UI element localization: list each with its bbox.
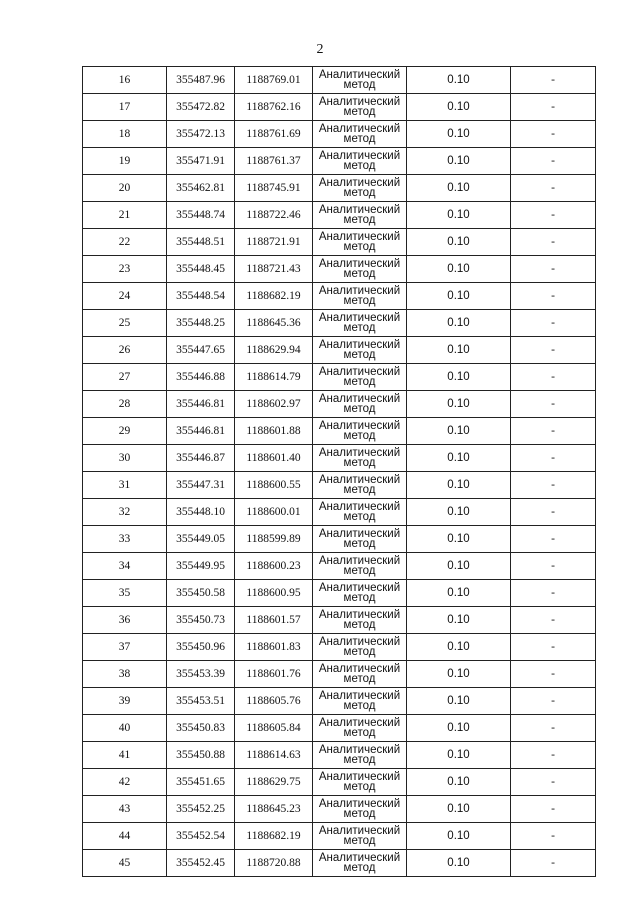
point-number-cell: 16 xyxy=(83,67,167,94)
y-coordinate-cell: 1188722.46 xyxy=(235,202,313,229)
point-number-cell: 19 xyxy=(83,148,167,175)
coordinates-table-body xyxy=(83,67,596,877)
method-cell xyxy=(313,634,407,661)
y-coordinate-cell: 1188605.84 xyxy=(235,715,313,742)
point-number-cell: 23 xyxy=(83,256,167,283)
method-cell xyxy=(313,769,407,796)
method-text-line2: метод xyxy=(343,457,376,469)
method-text-line1: Аналитический xyxy=(318,312,401,324)
method-text-line2: метод xyxy=(343,565,376,577)
y-coordinate-cell: 1188682.19 xyxy=(235,283,313,310)
method-cell xyxy=(313,823,407,850)
description-cell: - xyxy=(511,175,596,202)
method-cell xyxy=(313,850,407,877)
method-cell xyxy=(313,796,407,823)
method-text-line2: метод xyxy=(343,511,376,523)
method-cell xyxy=(313,742,407,769)
accuracy-cell: 0.10 xyxy=(407,634,511,661)
table-row xyxy=(83,661,596,688)
point-number-cell: 32 xyxy=(83,499,167,526)
accuracy-cell: 0.10 xyxy=(407,553,511,580)
point-number-cell: 29 xyxy=(83,418,167,445)
x-coordinate-cell: 355450.96 xyxy=(167,634,235,661)
x-coordinate-cell: 355448.51 xyxy=(167,229,235,256)
x-coordinate-cell: 355447.31 xyxy=(167,472,235,499)
point-number-cell: 17 xyxy=(83,94,167,121)
table-row xyxy=(83,121,596,148)
x-coordinate-cell: 355449.95 xyxy=(167,553,235,580)
accuracy-cell: 0.10 xyxy=(407,823,511,850)
method-text-line2: метод xyxy=(343,538,376,550)
table-row xyxy=(83,94,596,121)
method-text-line1: Аналитический xyxy=(318,420,401,432)
y-coordinate-cell: 1188645.23 xyxy=(235,796,313,823)
x-coordinate-cell: 355472.82 xyxy=(167,94,235,121)
accuracy-cell: 0.10 xyxy=(407,769,511,796)
x-coordinate-cell: 355448.54 xyxy=(167,283,235,310)
x-coordinate-cell: 355446.88 xyxy=(167,364,235,391)
accuracy-cell: 0.10 xyxy=(407,850,511,877)
method-text-line2: метод xyxy=(343,133,376,145)
method-cell xyxy=(313,202,407,229)
method-cell xyxy=(313,688,407,715)
point-number-cell: 27 xyxy=(83,364,167,391)
accuracy-cell: 0.10 xyxy=(407,256,511,283)
method-text-line1: Аналитический xyxy=(318,123,401,135)
accuracy-cell: 0.10 xyxy=(407,607,511,634)
point-number-cell: 26 xyxy=(83,337,167,364)
method-text-line1: Аналитический xyxy=(318,825,401,837)
description-cell: - xyxy=(511,796,596,823)
method-text-line1: Аналитический xyxy=(318,798,401,810)
description-cell: - xyxy=(511,607,596,634)
point-number-cell: 24 xyxy=(83,283,167,310)
method-text-line2: метод xyxy=(343,862,376,874)
table-row xyxy=(83,445,596,472)
y-coordinate-cell: 1188721.91 xyxy=(235,229,313,256)
y-coordinate-cell: 1188605.76 xyxy=(235,688,313,715)
accuracy-cell: 0.10 xyxy=(407,796,511,823)
x-coordinate-cell: 355450.58 xyxy=(167,580,235,607)
description-cell: - xyxy=(511,850,596,877)
method-cell xyxy=(313,256,407,283)
x-coordinate-cell: 355448.74 xyxy=(167,202,235,229)
description-cell: - xyxy=(511,688,596,715)
method-text-line2: метод xyxy=(343,673,376,685)
method-cell xyxy=(313,553,407,580)
method-cell xyxy=(313,526,407,553)
x-coordinate-cell: 355487.96 xyxy=(167,67,235,94)
method-cell xyxy=(313,607,407,634)
method-text-line2: метод xyxy=(343,835,376,847)
description-cell: - xyxy=(511,445,596,472)
method-text-line2: метод xyxy=(343,241,376,253)
point-number-cell: 40 xyxy=(83,715,167,742)
method-text-line2: метод xyxy=(343,700,376,712)
method-cell xyxy=(313,661,407,688)
point-number-cell: 35 xyxy=(83,580,167,607)
description-cell: - xyxy=(511,526,596,553)
y-coordinate-cell: 1188629.94 xyxy=(235,337,313,364)
method-text-line1: Аналитический xyxy=(318,744,401,756)
method-text-line1: Аналитический xyxy=(318,582,401,594)
method-cell xyxy=(313,283,407,310)
accuracy-cell: 0.10 xyxy=(407,580,511,607)
coordinates-table xyxy=(82,66,596,877)
table-row xyxy=(83,499,596,526)
method-text-line2: метод xyxy=(343,592,376,604)
method-text-line2: метод xyxy=(343,79,376,91)
table-row xyxy=(83,67,596,94)
x-coordinate-cell: 355446.81 xyxy=(167,418,235,445)
method-text-line2: метод xyxy=(343,484,376,496)
method-text-line1: Аналитический xyxy=(318,528,401,540)
table-row xyxy=(83,256,596,283)
method-text-line2: метод xyxy=(343,619,376,631)
method-text-line2: метод xyxy=(343,808,376,820)
description-cell: - xyxy=(511,634,596,661)
method-text-line1: Аналитический xyxy=(318,771,401,783)
point-number-cell: 30 xyxy=(83,445,167,472)
method-text-line1: Аналитический xyxy=(318,852,401,864)
x-coordinate-cell: 355471.91 xyxy=(167,148,235,175)
table-row xyxy=(83,850,596,877)
method-text-line2: метод xyxy=(343,376,376,388)
accuracy-cell: 0.10 xyxy=(407,148,511,175)
x-coordinate-cell: 355462.81 xyxy=(167,175,235,202)
table-row xyxy=(83,796,596,823)
method-text-line1: Аналитический xyxy=(318,177,401,189)
y-coordinate-cell: 1188614.63 xyxy=(235,742,313,769)
description-cell: - xyxy=(511,553,596,580)
method-text-line1: Аналитический xyxy=(318,339,401,351)
table-row xyxy=(83,607,596,634)
method-cell xyxy=(313,337,407,364)
x-coordinate-cell: 355452.54 xyxy=(167,823,235,850)
method-text-line1: Аналитический xyxy=(318,609,401,621)
x-coordinate-cell: 355448.45 xyxy=(167,256,235,283)
description-cell: - xyxy=(511,364,596,391)
method-text-line2: метод xyxy=(343,727,376,739)
y-coordinate-cell: 1188629.75 xyxy=(235,769,313,796)
method-text-line2: метод xyxy=(343,403,376,415)
table-row xyxy=(83,580,596,607)
method-text-line1: Аналитический xyxy=(318,69,401,81)
description-cell: - xyxy=(511,661,596,688)
method-cell xyxy=(313,391,407,418)
method-cell xyxy=(313,121,407,148)
point-number-cell: 25 xyxy=(83,310,167,337)
table-row xyxy=(83,229,596,256)
accuracy-cell: 0.10 xyxy=(407,526,511,553)
y-coordinate-cell: 1188600.23 xyxy=(235,553,313,580)
table-row xyxy=(83,526,596,553)
method-cell xyxy=(313,445,407,472)
method-cell xyxy=(313,580,407,607)
x-coordinate-cell: 355448.10 xyxy=(167,499,235,526)
x-coordinate-cell: 355453.51 xyxy=(167,688,235,715)
method-text-line1: Аналитический xyxy=(318,204,401,216)
x-coordinate-cell: 355451.65 xyxy=(167,769,235,796)
y-coordinate-cell: 1188721.43 xyxy=(235,256,313,283)
table-row xyxy=(83,553,596,580)
x-coordinate-cell: 355452.25 xyxy=(167,796,235,823)
method-text-line2: метод xyxy=(343,754,376,766)
point-number-cell: 42 xyxy=(83,769,167,796)
accuracy-cell: 0.10 xyxy=(407,229,511,256)
point-number-cell: 45 xyxy=(83,850,167,877)
y-coordinate-cell: 1188601.57 xyxy=(235,607,313,634)
accuracy-cell: 0.10 xyxy=(407,499,511,526)
method-text-line1: Аналитический xyxy=(318,717,401,729)
method-cell xyxy=(313,472,407,499)
accuracy-cell: 0.10 xyxy=(407,418,511,445)
table-row xyxy=(83,364,596,391)
y-coordinate-cell: 1188761.69 xyxy=(235,121,313,148)
method-text-line1: Аналитический xyxy=(318,285,401,297)
accuracy-cell: 0.10 xyxy=(407,688,511,715)
method-text-line1: Аналитический xyxy=(318,690,401,702)
page-number: 2 xyxy=(316,42,324,57)
method-cell xyxy=(313,418,407,445)
method-text-line2: метод xyxy=(343,781,376,793)
table-row xyxy=(83,418,596,445)
table-row xyxy=(83,391,596,418)
method-cell xyxy=(313,310,407,337)
accuracy-cell: 0.10 xyxy=(407,175,511,202)
table-row xyxy=(83,175,596,202)
description-cell: - xyxy=(511,715,596,742)
description-cell: - xyxy=(511,580,596,607)
y-coordinate-cell: 1188682.19 xyxy=(235,823,313,850)
method-cell xyxy=(313,175,407,202)
method-text-line1: Аналитический xyxy=(318,555,401,567)
method-text-line2: метод xyxy=(343,430,376,442)
description-cell: - xyxy=(511,391,596,418)
y-coordinate-cell: 1188601.88 xyxy=(235,418,313,445)
y-coordinate-cell: 1188600.95 xyxy=(235,580,313,607)
point-number-cell: 34 xyxy=(83,553,167,580)
x-coordinate-cell: 355472.13 xyxy=(167,121,235,148)
method-cell xyxy=(313,229,407,256)
method-text-line2: метод xyxy=(343,322,376,334)
description-cell: - xyxy=(511,823,596,850)
point-number-cell: 31 xyxy=(83,472,167,499)
y-coordinate-cell: 1188601.40 xyxy=(235,445,313,472)
method-cell xyxy=(313,364,407,391)
accuracy-cell: 0.10 xyxy=(407,121,511,148)
method-text-line2: метод xyxy=(343,214,376,226)
method-text-line1: Аналитический xyxy=(318,447,401,459)
accuracy-cell: 0.10 xyxy=(407,472,511,499)
description-cell: - xyxy=(511,94,596,121)
point-number-cell: 20 xyxy=(83,175,167,202)
y-coordinate-cell: 1188601.76 xyxy=(235,661,313,688)
x-coordinate-cell: 355450.88 xyxy=(167,742,235,769)
method-cell xyxy=(313,499,407,526)
x-coordinate-cell: 355447.65 xyxy=(167,337,235,364)
accuracy-cell: 0.10 xyxy=(407,202,511,229)
description-cell: - xyxy=(511,229,596,256)
method-cell xyxy=(313,148,407,175)
point-number-cell: 22 xyxy=(83,229,167,256)
y-coordinate-cell: 1188745.91 xyxy=(235,175,313,202)
table-row xyxy=(83,769,596,796)
method-text-line1: Аналитический xyxy=(318,231,401,243)
description-cell: - xyxy=(511,202,596,229)
method-text-line2: метод xyxy=(343,160,376,172)
method-text-line2: метод xyxy=(343,295,376,307)
method-text-line2: метод xyxy=(343,268,376,280)
table-row xyxy=(83,148,596,175)
method-cell xyxy=(313,94,407,121)
point-number-cell: 33 xyxy=(83,526,167,553)
point-number-cell: 41 xyxy=(83,742,167,769)
description-cell: - xyxy=(511,337,596,364)
description-cell: - xyxy=(511,472,596,499)
x-coordinate-cell: 355450.73 xyxy=(167,607,235,634)
method-cell xyxy=(313,715,407,742)
y-coordinate-cell: 1188599.89 xyxy=(235,526,313,553)
point-number-cell: 37 xyxy=(83,634,167,661)
x-coordinate-cell: 355448.25 xyxy=(167,310,235,337)
y-coordinate-cell: 1188769.01 xyxy=(235,67,313,94)
accuracy-cell: 0.10 xyxy=(407,445,511,472)
method-text-line1: Аналитический xyxy=(318,96,401,108)
accuracy-cell: 0.10 xyxy=(407,661,511,688)
y-coordinate-cell: 1188600.55 xyxy=(235,472,313,499)
y-coordinate-cell: 1188761.37 xyxy=(235,148,313,175)
accuracy-cell: 0.10 xyxy=(407,364,511,391)
accuracy-cell: 0.10 xyxy=(407,715,511,742)
table-row xyxy=(83,823,596,850)
y-coordinate-cell: 1188602.97 xyxy=(235,391,313,418)
accuracy-cell: 0.10 xyxy=(407,283,511,310)
point-number-cell: 38 xyxy=(83,661,167,688)
method-text-line2: метод xyxy=(343,106,376,118)
description-cell: - xyxy=(511,121,596,148)
method-text-line1: Аналитический xyxy=(318,663,401,675)
y-coordinate-cell: 1188614.79 xyxy=(235,364,313,391)
y-coordinate-cell: 1188720.88 xyxy=(235,850,313,877)
point-number-cell: 21 xyxy=(83,202,167,229)
x-coordinate-cell: 355446.81 xyxy=(167,391,235,418)
method-text-line1: Аналитический xyxy=(318,636,401,648)
method-text-line1: Аналитический xyxy=(318,150,401,162)
accuracy-cell: 0.10 xyxy=(407,742,511,769)
method-text-line1: Аналитический xyxy=(318,393,401,405)
point-number-cell: 18 xyxy=(83,121,167,148)
method-text-line2: метод xyxy=(343,349,376,361)
method-text-line1: Аналитический xyxy=(318,474,401,486)
point-number-cell: 36 xyxy=(83,607,167,634)
x-coordinate-cell: 355452.45 xyxy=(167,850,235,877)
accuracy-cell: 0.10 xyxy=(407,67,511,94)
accuracy-cell: 0.10 xyxy=(407,337,511,364)
table-row xyxy=(83,715,596,742)
table-row xyxy=(83,310,596,337)
accuracy-cell: 0.10 xyxy=(407,310,511,337)
method-text-line2: метод xyxy=(343,187,376,199)
x-coordinate-cell: 355453.39 xyxy=(167,661,235,688)
method-text-line1: Аналитический xyxy=(318,258,401,270)
x-coordinate-cell: 355450.83 xyxy=(167,715,235,742)
table-row xyxy=(83,472,596,499)
method-text-line1: Аналитический xyxy=(318,366,401,378)
description-cell: - xyxy=(511,742,596,769)
description-cell: - xyxy=(511,256,596,283)
description-cell: - xyxy=(511,769,596,796)
method-text-line1: Аналитический xyxy=(318,501,401,513)
description-cell: - xyxy=(511,418,596,445)
method-text-line2: метод xyxy=(343,646,376,658)
table-row xyxy=(83,634,596,661)
description-cell: - xyxy=(511,499,596,526)
x-coordinate-cell: 355449.05 xyxy=(167,526,235,553)
accuracy-cell: 0.10 xyxy=(407,391,511,418)
table-row xyxy=(83,202,596,229)
table-row xyxy=(83,283,596,310)
method-cell xyxy=(313,67,407,94)
table-row xyxy=(83,688,596,715)
description-cell: - xyxy=(511,310,596,337)
description-cell: - xyxy=(511,148,596,175)
x-coordinate-cell: 355446.87 xyxy=(167,445,235,472)
point-number-cell: 43 xyxy=(83,796,167,823)
y-coordinate-cell: 1188601.83 xyxy=(235,634,313,661)
table-row xyxy=(83,337,596,364)
y-coordinate-cell: 1188762.16 xyxy=(235,94,313,121)
table-row xyxy=(83,742,596,769)
y-coordinate-cell: 1188600.01 xyxy=(235,499,313,526)
description-cell: - xyxy=(511,283,596,310)
description-cell: - xyxy=(511,67,596,94)
y-coordinate-cell: 1188645.36 xyxy=(235,310,313,337)
point-number-cell: 44 xyxy=(83,823,167,850)
accuracy-cell: 0.10 xyxy=(407,94,511,121)
point-number-cell: 28 xyxy=(83,391,167,418)
point-number-cell: 39 xyxy=(83,688,167,715)
